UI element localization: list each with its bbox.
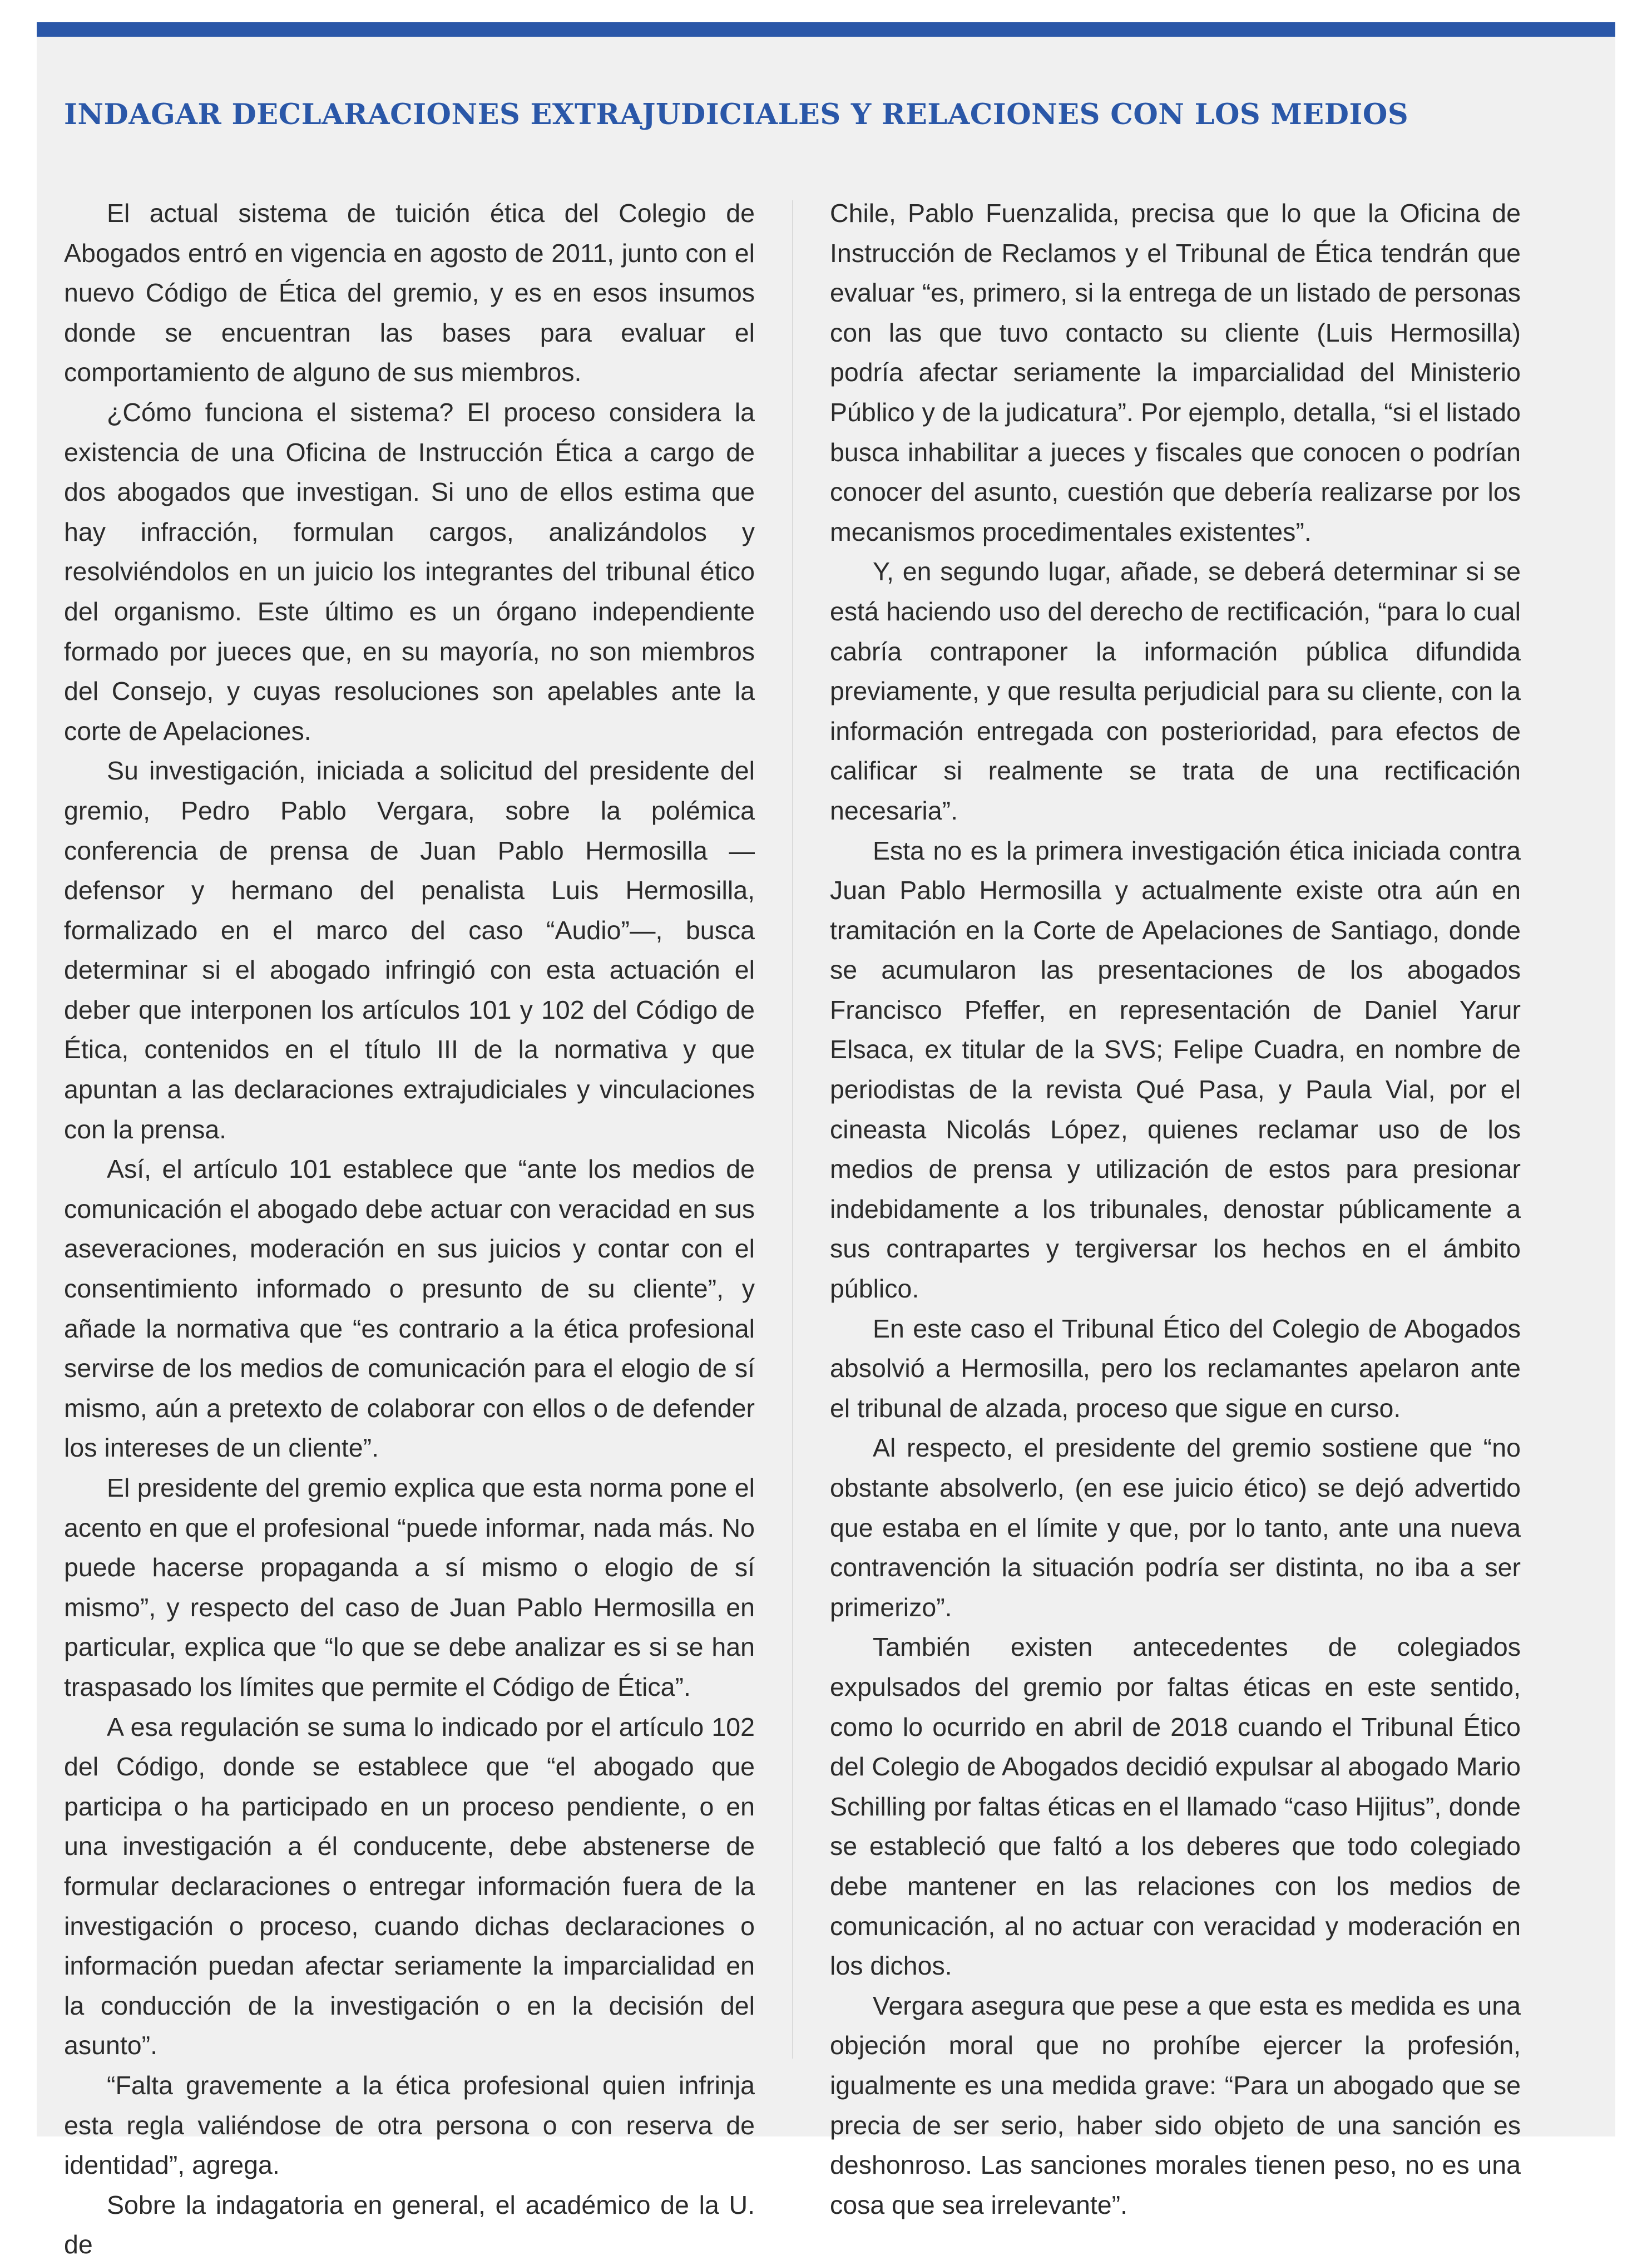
paragraph: En este caso el Tribunal Ético del Colegio de Abogados absolvió a Hermosilla, pero los reclamantes apelaron ante el tribunal de alzada, proceso que sigue en curso. <box>830 1314 1521 1423</box>
paragraph: Y, en segundo lugar, añade, se deberá determinar si se está haciendo uso del derecho de rectificación, “para lo cual cabría contraponer la información pública difundida previamente, y que resulta perjudicial para su cliente, con la información entregada con posterioridad, para efectos de calificar si realmente se trata de una rectificación necesaria”. <box>830 557 1521 825</box>
right-column <box>830 194 1521 2225</box>
paragraph-continuation: Chile, Pablo Fuenzalida, precisa que lo que la Oficina de Instrucción de Reclamos y el Tribunal de Ética tendrán que evaluar “es, primero, si la entrega de un listado de personas con las que tuvo contacto su cliente (Luis Hermosilla) podría afectar seriamente la imparcialidad del Ministerio Público y de la judicatura”. Por ejemplo, detalla, “si el listado busca inhabilitar a jueces y fiscales que conocen o podrían conocer del asunto, cuestión que debería realizarse por los mecanismos procedimentales existentes”. <box>830 199 1521 546</box>
paragraph: El actual sistema de tuición ética del Colegio de Abogados entró en vigencia en agosto de 2011, junto con el nuevo Código de Ética del gremio, y es en esos insumos donde se encuentran las bases para evaluar el comportamiento de alguno de sus miembros. <box>64 199 755 387</box>
column-divider <box>792 200 793 2059</box>
paragraph: Al respecto, el presidente del gremio sostiene que “no obstante absolverlo, (en ese juicio ético) se dejó advertido que estaba en el límite y que, por lo tanto, ante una nueva contravención la situación podría ser distinta, no iba a ser primerizo”. <box>830 1433 1521 1622</box>
paragraph: Esta no es la primera investigación ética iniciada contra Juan Pablo Hermosilla y actualmente existe otra aún en tramitación en la Corte de Apelaciones de Santiago, donde se acumularon las presentaciones de los abogados Francisco Pfeffer, en representación de Daniel Yarur Elsaca, ex titular de la SVS; Felipe Cuadra, en nombre de periodistas de la revista Qué Pasa, y Paula Vial, por el cineasta Nicolás López, quienes reclamar uso de los medios de prensa y utilización de estos para presionar indebidamente a los tribunales, denostar públicamente a sus contrapartes y tergiversar los hechos en el ámbito público. <box>830 836 1521 1304</box>
paragraph: A esa regulación se suma lo indicado por el artículo 102 del Código, donde se establece que “el abogado que participa o ha participado en un proceso pendiente, o en una investigación a él conducente, debe abstenerse de formular declaraciones o entregar información fuera de la investigación o proceso, cuando dichas declaraciones o información puedan afectar seriamente la imparcialidad en la conducción de la investigación o en la decisión del asunto”. <box>64 1712 755 2060</box>
section-heading: INDAGAR DECLARACIONES EXTRAJUDICIALES Y RELACIONES CON LOS MEDIOS <box>64 98 1409 131</box>
paragraph: Sobre la indagatoria en general, el académico de la U. de <box>64 2190 755 2259</box>
paragraph: También existen antecedentes de colegiados expulsados del gremio por faltas éticas en este sentido, como lo ocurrido en abril de 2018 cuando el Tribunal Ético del Colegio de Abogados decidió expulsar al abogado Mario Schilling por faltas éticas en el llamado “caso Hijitus”, donde se estableció que faltó a los deberes que todo colegiado debe mantener en las relaciones con los medios de comunicación, al no actuar con veracidad y moderación en los dichos. <box>830 1632 1521 1981</box>
paragraph: El presidente del gremio explica que esta norma pone el acento en que el profesional “puede informar, nada más. No puede hacerse propaganda a sí mismo o elogio de sí mismo”, y respecto del caso de Juan Pablo Hermosilla en particular, explica que “lo que se debe analizar es si se han traspasado los límites que permite el Código de Ética”. <box>64 1473 755 1701</box>
paragraph: Así, el artículo 101 establece que “ante los medios de comunicación el abogado debe actuar con veracidad en sus aseveraciones, moderación en sus juicios y contar con el consentimiento informado o presunto de su cliente”, y añade la normativa que “es contrario a la ética profesional servirse de los medios de comunicación para el elogio de sí mismo, aún a pretexto de colaborar con ellos o de defender los intereses de un cliente”. <box>64 1154 755 1463</box>
left-column <box>64 194 755 2265</box>
paragraph: Su investigación, iniciada a solicitud del presidente del gremio, Pedro Pablo Vergara, sobre la polémica conferencia de prensa de Juan Pablo Hermosilla —defensor y hermano del penalista Luis Hermosilla, formalizado en el marco del caso “Audio”—, busca determinar si el abogado infringió con esta actuación el deber que interponen los artículos 101 y 102 del Código de Ética, contenidos en el título III de la normativa y que apuntan a las declaraciones extrajudiciales y vinculaciones con la prensa. <box>64 756 755 1144</box>
paragraph: Vergara asegura que pese a que esta es medida es una objeción moral que no prohíbe ejercer la profesión, igualmente es una medida grave: “Para un abogado que se precia de ser serio, haber sido objeto de una sanción es deshonroso. Las sanciones morales tienen peso, no es una cosa que sea irrelevante”. <box>830 1991 1521 2219</box>
paragraph: “Falta gravemente a la ética profesional quien infrinja esta regla valiéndose de otra persona o con reserva de identidad”, agrega. <box>64 2070 755 2180</box>
paragraph: ¿Cómo funciona el sistema? El proceso considera la existencia de una Oficina de Instrucción Ética a cargo de dos abogados que investigan. Si uno de ellos estima que hay infracción, formulan cargos, analizándolos y resolviéndolos en un juicio los integrantes del tribunal ético del organismo. Este último es un órgano independiente formado por jueces que, en su mayoría, no son miembros del Consejo, y cuyas resoluciones son apelables ante la corte de Apelaciones. <box>64 397 755 746</box>
